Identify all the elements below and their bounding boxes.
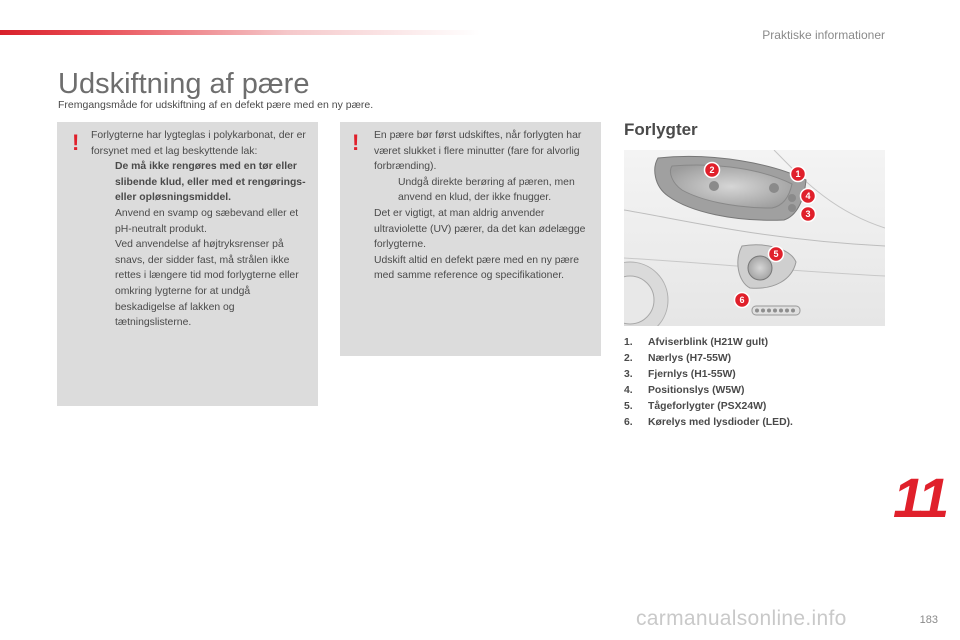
warning-bullet: Ved anvendelse af højtryksrenser på snavs, der sidder fast, må strålen ikke rettes i længere tid mod forlygterne eller omkring lygterne for at undgå beskadigelse af lakken og tætningslisterne. [115, 239, 299, 329]
warning-bullet: Undgå direkte berøring af pæren, men anvend en klud, der ikke fnugger. [398, 176, 575, 204]
legend-item: 6. Kørelys med lysdioder (LED). [624, 417, 793, 428]
headlight-illustration [624, 150, 885, 326]
callout-3 [801, 207, 816, 222]
warning-icon: ! [72, 130, 80, 155]
watermark: carmanualsonline.info [636, 607, 847, 630]
warning-text [374, 128, 596, 284]
legend-item: 2. Nærlys (H7-55W) [624, 353, 732, 364]
svg-text:6: 6 [739, 295, 745, 306]
page-title: Udskiftning af pære [58, 68, 310, 100]
warning-paragraph: Det er vigtigt, at man aldrig anvender ultraviolette (UV) pærer, da det kan ødelægge forlygterne. [374, 207, 586, 251]
callout-2 [705, 163, 720, 178]
header-accent-bar [0, 30, 480, 35]
svg-text:1: 1 [795, 169, 801, 180]
page-number: 183 [919, 614, 938, 626]
warning-text [91, 128, 313, 331]
warning-bullet: De må ikke rengøres med en tør eller slibende klud, eller med et rengørings- eller opløsningsmiddel. [115, 161, 306, 204]
warning-box-lens-care [57, 122, 318, 406]
svg-text:4: 4 [805, 191, 811, 202]
bulb-legend [624, 335, 793, 431]
legend-item: 4. Positionslys (W5W) [624, 385, 745, 396]
warning-intro: Forlygterne har lygteglas i polykarbonat, der er forsynet med et lag beskyttende lak: [91, 130, 306, 157]
legend-item: 3. Fjernlys (H1-55W) [624, 369, 736, 380]
section-heading: Forlygter [624, 120, 698, 139]
svg-text:3: 3 [805, 209, 811, 220]
callout-4 [801, 189, 816, 204]
warning-bullet: Anvend en svamp og sæbevand eller et pH-neutralt produkt. [115, 207, 299, 235]
chapter-number: 11 [893, 466, 948, 529]
section-label: Praktiske informationer [762, 28, 885, 42]
page-subtitle: Fremgangsmåde for udskiftning af en defekt pære med en ny pære. [58, 99, 374, 111]
legend-item: 1. Afviserblink (H21W gult) [624, 337, 769, 348]
legend-item: 5. Tågeforlygter (PSX24W) [624, 401, 767, 412]
callout-5 [769, 247, 784, 262]
callout-1 [791, 167, 806, 182]
svg-text:5: 5 [773, 249, 779, 260]
warning-box-bulb-safety [340, 122, 601, 356]
warning-intro: En pære bør først udskiftes, når forlygten har været slukket i flere minutter (fare for alvorlig forbrænding). [374, 130, 582, 173]
callout-6 [735, 293, 750, 308]
svg-text:2: 2 [709, 165, 715, 176]
warning-paragraph: Udskift altid en defekt pære med en ny pære med samme reference og specifikationer. [374, 254, 580, 282]
warning-icon: ! [352, 130, 360, 155]
